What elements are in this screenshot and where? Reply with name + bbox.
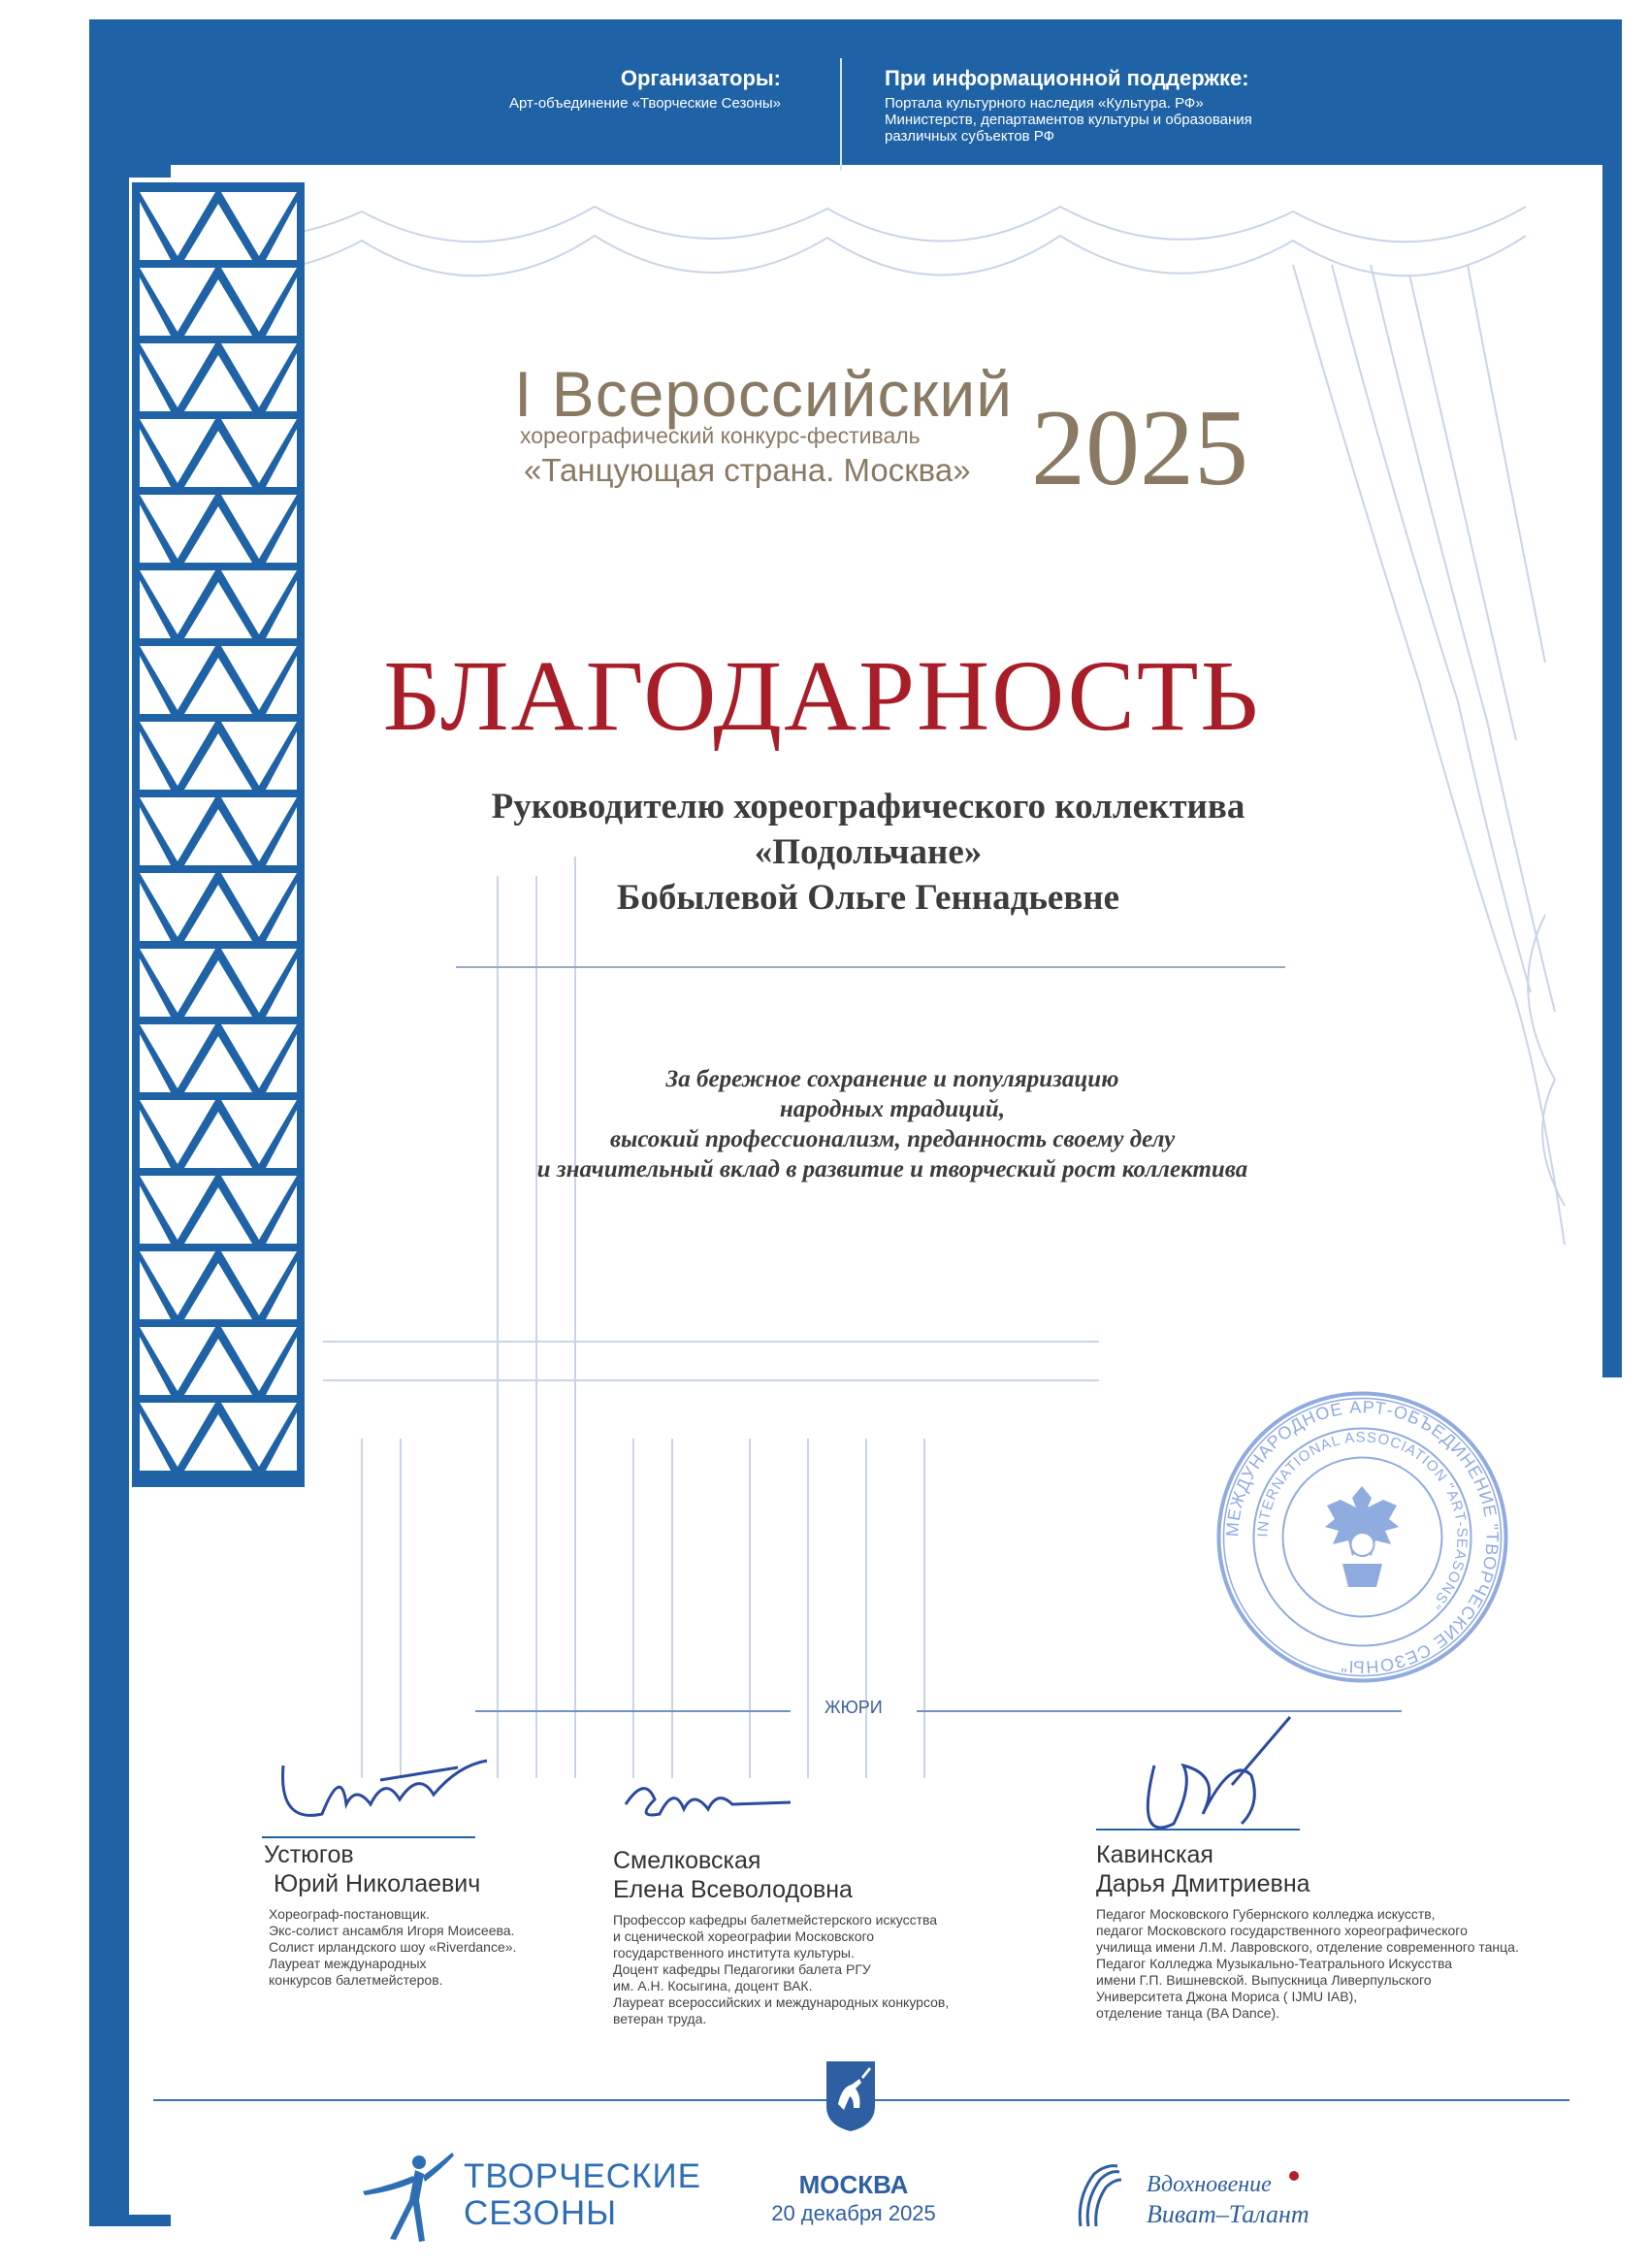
reason-line: высокий профессионализм, преданность своему делу <box>609 1126 1176 1152</box>
jury-member-1 <box>264 1840 584 1989</box>
vivat-talent-logo <box>1075 2158 1405 2236</box>
support-title: При информационной поддержке: <box>885 66 1249 90</box>
organizers-title: Организаторы: <box>620 66 781 90</box>
jury-divider-left <box>475 1710 791 1712</box>
double-headed-eagle-icon <box>1325 1486 1399 1587</box>
logo-text-line: ТВОРЧЕСКИЕ <box>464 2157 701 2195</box>
recipient-line: Бобылевой Ольге Геннадьевне <box>616 878 1120 918</box>
festival-title-line2: хореографический конкурс-фестиваль <box>520 423 921 448</box>
jury-label: ЖЮРИ <box>824 1698 883 1717</box>
recipient-divider <box>456 966 1285 968</box>
reason-line: народных традиций, <box>779 1096 1006 1122</box>
support-line: различных субъектов РФ <box>885 128 1055 145</box>
ballerina-logo-icon <box>351 2147 458 2253</box>
jury-description: и сценической хореографии Московского <box>613 1928 875 1944</box>
event-date: 20 декабря 2025 <box>771 2201 936 2225</box>
support-line: Портала культурного наследия «Культура. РФ» <box>885 95 1204 112</box>
jury-description: Экс-солист ансамбля Игоря Моисеева. <box>269 1923 515 1938</box>
signature-3 <box>1116 1707 1310 1853</box>
jury-member-2 <box>613 1846 1020 2027</box>
vivat-logo-line1: Вдохновение <box>1147 2172 1272 2197</box>
stamp-outer-text: МЕЖДУНАРОДНОЕ АРТ-ОБЪЕДИНЕНИЕ "ТВОРЧЕСКИЕ СЕЗОНЫ" <box>1222 1397 1503 1677</box>
jury-description: отделение танца (BA Dance). <box>1096 2005 1280 2021</box>
round-seal-stamp <box>1214 1389 1510 1685</box>
triangle-lattice-ornament <box>132 182 305 1487</box>
jury-name: Дарья Дмитриевна <box>1096 1870 1310 1897</box>
frame-top-band <box>89 19 1622 165</box>
jury-description: Педагог Колледжа Музыкально-Театрального Искусства <box>1096 1956 1453 1971</box>
jury-name: Елена Всеволодовна <box>613 1876 853 1903</box>
signature-line-1 <box>262 1836 475 1838</box>
logo-text-line: СЕЗОНЫ <box>464 2194 618 2232</box>
jury-description: Хореограф-постановщик. <box>269 1906 430 1922</box>
recipient-block <box>320 784 1416 921</box>
recipient-line: Руководителю хореографического коллектива <box>491 787 1245 826</box>
festival-title-line3: «Танцующая страна. Москва» <box>524 452 971 488</box>
support-line: Министерств, департаментов культуры и образования <box>885 112 1252 128</box>
signature-1 <box>264 1746 497 1843</box>
city-name: МОСКВА <box>798 2170 909 2199</box>
jury-description: Лауреат всероссийских и международных конкурсов, <box>613 1994 950 2010</box>
jury-description: педагог Московского государственного хореографического <box>1096 1923 1468 1938</box>
jury-description: имени Г.П. Вишневской. Выпускница Ливерпульского <box>1096 1972 1432 1988</box>
reason-block <box>388 1064 1397 1184</box>
jury-description: им. А.Н. Косыгина, доцент ВАК. <box>613 1978 813 1993</box>
recipient-line: «Подольчане» <box>754 832 983 872</box>
jury-description: училища имени Л.М. Лавровского, отделение современного танца. <box>1096 1939 1519 1955</box>
festival-year: 2025 <box>1031 388 1248 508</box>
jury-description: Лауреат международных <box>269 1956 427 1971</box>
stamp-inner-text: INTERNATIONAL ASSOCIATION "ART-SEASONS" <box>1254 1429 1471 1613</box>
festival-title-line1: I Всероссийский <box>514 358 1014 430</box>
organizers-text: Арт-объединение «Творческие Сезоны» <box>508 95 781 112</box>
moscow-coat-of-arms-icon <box>823 2057 879 2133</box>
reason-line: и значительный вклад в развитие и творческий рост коллектива <box>536 1156 1248 1183</box>
jury-description: государственного института культуры. <box>613 1945 855 1960</box>
jury-description: Профессор кафедры балетмейстерского искусства <box>613 1912 938 1928</box>
reason-line: За бережное сохранение и популяризацию <box>665 1066 1119 1092</box>
jury-description: Университета Джона Мориса ( IJMU IAB), <box>1096 1989 1358 2004</box>
jury-name: Юрий Николаевич <box>274 1870 481 1897</box>
jury-description: ветеран труда. <box>613 2011 707 2026</box>
jury-member-3 <box>1096 1840 1562 2022</box>
jury-surname: Смелковская <box>613 1847 761 1874</box>
jury-surname: Устюгов <box>264 1841 354 1868</box>
header-divider <box>840 58 842 171</box>
creative-seasons-logo <box>464 2158 701 2232</box>
signature-line-3 <box>1096 1829 1300 1831</box>
signature-2 <box>606 1766 800 1833</box>
organizers-block <box>427 66 781 112</box>
jury-description: Доцент кафедры Педагогики балета РГУ <box>613 1961 871 1977</box>
jury-description: Педагог Московского Губернского колледжа искусств, <box>1096 1906 1436 1922</box>
document-title: БЛАГОДАРНОСТЬ <box>382 640 1261 752</box>
jury-description: Солист ирландского шоу «Riverdance». <box>269 1939 517 1955</box>
vivat-logo-line2: Виват–Талант <box>1147 2200 1310 2228</box>
jury-description: конкурсов балетмейстеров. <box>269 1972 443 1988</box>
jury-surname: Кавинская <box>1096 1841 1213 1868</box>
support-block <box>885 66 1331 145</box>
